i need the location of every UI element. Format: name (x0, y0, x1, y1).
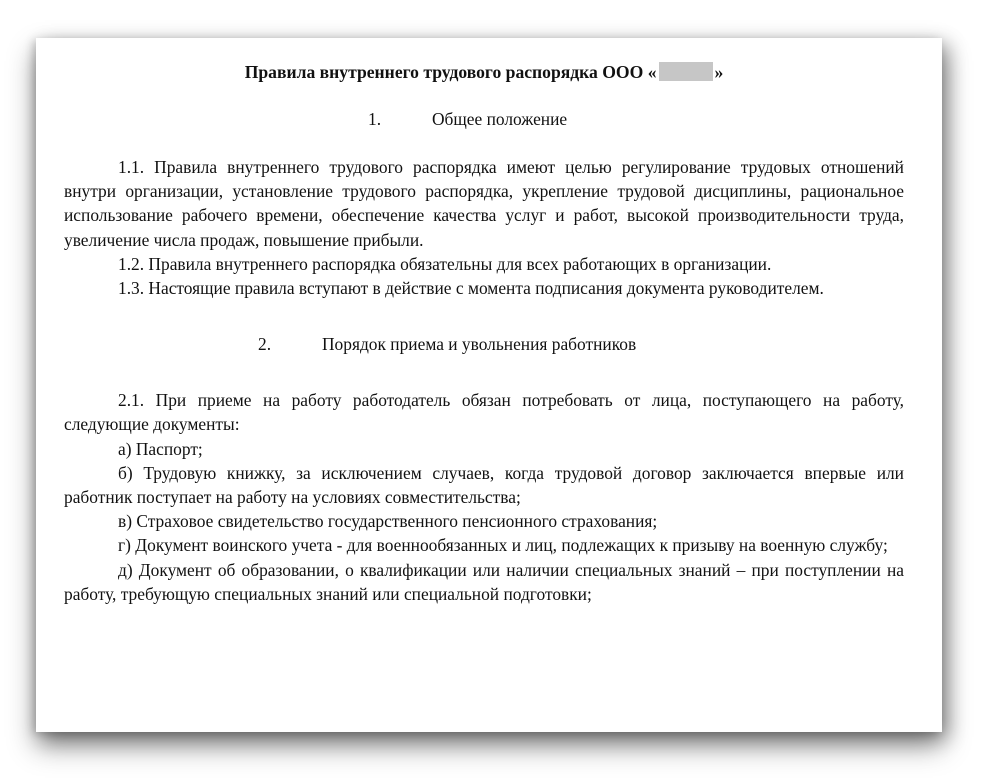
section-1-title: Общее положение (432, 109, 568, 129)
paragraph-1-2: 1.2. Правила внутреннего распорядка обязательны для всех работающих в организации. (118, 253, 772, 274)
section-2-heading (64, 332, 904, 356)
paragraph-1-1: 1.1. Правила внутреннего трудового распорядка имеют целью регулирование трудовых отношений внутри организации, установление трудового распорядка, укрепление трудовой дисциплины, рациональное использование рабочего времени, обеспечение качества услуг и работ, высокой производительности труда, увеличение числа продаж, повышение прибыли. (64, 157, 904, 250)
section-2-number: 2. (258, 334, 272, 355)
document-title-closing-quote: » (714, 62, 724, 82)
list-item-g: г) Документ воинского учета - для военнообязанных и лиц, подлежащих к призыву на военную службу; (118, 535, 888, 556)
list-item-v: в) Страховое свидетельство государственного пенсионного страхования; (118, 511, 658, 532)
document-page (36, 38, 942, 732)
section-1-heading (64, 107, 904, 131)
document-title (64, 60, 904, 85)
section-1-number: 1. (368, 109, 382, 129)
list-item-d: д) Документ об образовании, о квалификации или наличии специальных знаний – при поступлении на работу, требующую специальных знаний или специальной подготовки; (64, 559, 904, 604)
list-item-b: б) Трудовую книжку, за исключением случаев, когда трудовой договор заключается впервые или работник поступает на работу на условиях совместительства; (64, 462, 904, 508)
section-2-title: Порядок приема и увольнения работников (322, 334, 637, 355)
paragraph-1-3: 1.3. Настоящие правила вступают в действие с момента подписания документа руководителем. (118, 278, 824, 299)
list-item-a: а) Паспорт; (118, 438, 203, 459)
document-title-text: Правила внутреннего трудового распорядка ООО « (244, 62, 657, 82)
document-content (64, 60, 904, 606)
paragraph-2-1: 2.1. При приеме на работу работодатель обязан потребовать от лица, поступающего на работу, следующие документы: (64, 390, 904, 435)
redacted-company-name (659, 62, 713, 81)
